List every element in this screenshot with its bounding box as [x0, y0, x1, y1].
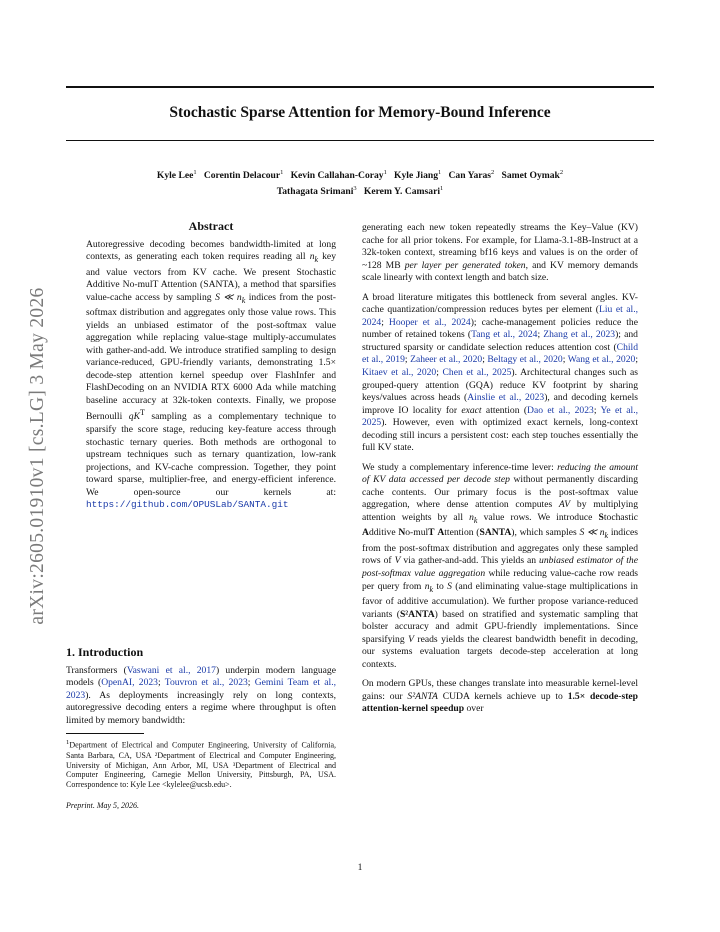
author: Tathagata Srimani$^3$: [276, 185, 357, 198]
author: Kyle Jiang$^1$: [394, 169, 442, 182]
author: Samet Oymak$^2$: [501, 169, 564, 182]
citation-link[interactable]: Gemini Team et al., 2023: [66, 677, 337, 701]
citation-link[interactable]: Ainslie et al., 2023: [467, 392, 545, 404]
citation-link[interactable]: Wang et al., 2020: [567, 354, 636, 366]
paragraph: A broad literature mitigates this bottleneck from several angles. KV-cache quantization/compression reduces bytes per element (Liu et al., 2024; Hooper et al., 2024); cache-management policies reduce the number of retained tokens (Tang et al., 2024; Zhang et al., 2023); and structured sparsity or candidate selection reduces attention cost (Child et al., 2019; Zaheer et al., 2020; Beltagy et al., 2020; Wang et al., 2020; Kitaev et al., 2020; Chen et al., 2025). Architectural changes such as grouped-query attention (GQA) reduce KV footprint by sharing keys/values across heads (Ainslie et al., 2023), and decoding kernels improve IO locality for exact attention (Dao et al., 2023; Ye et al., 2025). However, even with optimized exact kernels, long-context decoding still incurs a persistent cost: each step touches essentially the full KV state.: [362, 291, 639, 454]
citation-link[interactable]: Hooper et al., 2024: [388, 316, 471, 328]
author: Corentin Delacour$^1$: [203, 169, 284, 182]
citation-link[interactable]: Vaswani et al., 2017: [126, 664, 216, 676]
paragraph: On modern GPUs, these changes translate into measurable kernel-level gains: our S²ANTA CUDA kernels achieve up to 1.5× decode-step attention-kernel speedup over: [362, 678, 638, 715]
author: Can Yaras$^2$: [448, 169, 495, 182]
citation-link[interactable]: OpenAI, 2023: [101, 677, 158, 689]
citation-link[interactable]: Zaheer et al., 2020: [410, 354, 483, 366]
citation-link[interactable]: Liu et al., 2024: [362, 304, 638, 328]
citation-link[interactable]: Child et al., 2019: [362, 341, 638, 366]
right-column: [362, 222, 638, 723]
arxiv-identifier-sidebar: arXiv:2605.01910v1 [cs.LG] 3 May 2026: [27, 287, 48, 625]
citation-link[interactable]: Ye et al., 2025: [362, 404, 638, 429]
citation-link[interactable]: Chen et al., 2025: [442, 367, 512, 379]
abstract-heading: Abstract: [188, 219, 234, 233]
introduction-text: Transformers (Vaswani et al., 2017) underpin modern language models (OpenAI, 2023; Touvron et al., 2023; Gemini Team et al., 2023). As deployments increasingly rely on long contexts, autoregressive decoding enters a regime where throughput is often limited by memory bandwidth:: [66, 664, 337, 726]
author: Kerem Y. Camsari$^1$: [363, 185, 444, 198]
citation-link[interactable]: Tang et al., 2024: [471, 329, 538, 341]
page-number: 1: [357, 862, 363, 873]
affiliation-footnote: $^1$Department of Electrical and Computer Engineering, University of California, Santa Barbara, CA, USA ²Department of Electrical and Computer Engineering, University of Michigan, Ann Arbor, MI, USA ³Department of Electrical and Computer Engineering, Carnegie Mellon University, Pittsburgh, PA, USA. Correspondence to: Kyle Lee <kylelee@ucsb.edu>.: [66, 739, 336, 790]
introduction-heading: 1. Introduction: [66, 645, 144, 659]
paragraph: We study a complementary inference-time lever: reducing the amount of KV data accessed per decode step without permanently discarding cache contents. Our primary focus is the post-softmax value aggregation, where dense attention computes AV by multiplying attention weights by all $n_k$ value rows. We introduce Stochastic Additive No-mulT Attention (SANTA), which samples S ≪ $n_k$ indices from the post-softmax distribution and aggregates only these sampled rows of V via gather-and-add. This yields an unbiased estimator of the post-softmax value aggregation while reducing value-cache row reads per query from $n_k$ to S (and eliminating value-stage multiplications in favor of additive accumulation). We further propose variance-reduced variants (S²ANTA) based on stratified and systematic sampling that bolster accuracy and admit GPU-friendly implementations. Since sparsifying V reads yields the clearest bandwidth benefit in decoding, our systems evaluation targets decode-step acceleration at long contexts.: [362, 461, 639, 670]
citation-link[interactable]: Kitaev et al., 2020: [362, 367, 437, 379]
abstract-text: Autoregressive decoding becomes bandwidth-limited at long contexts, as generating each token requires reading all $n_k$ key and value vectors from KV cache. We present Stochastic Additive No-mulT Attention (SANTA), a method that sparsifies value-cache access by sampling S ≪ $n_k$ indices from the post-softmax distribution and aggregates only those value rows. This yields an unbiased estimator of the post-softmax value aggregation while replacing value-stage multiply-accumulates with gather-and-add. We introduce stratified sampling to design variance-reduced, GPU-friendly variants, demonstrating 1.5× decode-step attention kernel speedup over FlashInfer and FlashDecoding on an NVIDIA RTX 6000 Ada while matching baseline accuracy at 32k-token contexts. Finally, we propose Bernoulli $qK^T$ sampling as a complementary technique to sparsify the score stage, reducing key-feature access through stochastic ternary queries. Both methods are orthogonal to upstream techniques such as ternary quantization, low-rank projections, and KV-cache compression. Together, they point toward sparse, multiplier-free, and energy-efficient inference. We open-source our kernels at: https://github.com/OPUSLab/SANTA.git: [86, 238, 337, 511]
author-list: [66, 166, 654, 198]
author: Kevin Callahan-Coray$^1$: [290, 169, 387, 182]
preprint-date: Preprint. May 5, 2026.: [66, 800, 140, 810]
title-bottom-rule: [66, 140, 654, 141]
introduction-section: [66, 646, 336, 812]
author: Kyle Lee$^1$: [156, 169, 197, 182]
citation-link[interactable]: Zhang et al., 2023: [543, 329, 616, 341]
citation-link[interactable]: Beltagy et al., 2020: [487, 354, 563, 366]
citation-link[interactable]: Touvron et al., 2023: [164, 677, 248, 689]
abstract-section: [86, 220, 336, 512]
top-rule: [66, 86, 654, 88]
paper-title: Stochastic Sparse Attention for Memory-Bound Inference: [169, 104, 551, 121]
paragraph: generating each new token repeatedly streams the Key–Value (KV) cache for all prior tokens. For example, for Llama-3.1-8B-Instruct at a 32k-token context, streaming bf16 keys and values is on the order of ~128 MB per layer per generated token, and KV memory demands scale linearly with context length and batch size.: [362, 222, 638, 284]
citation-link[interactable]: Dao et al., 2023: [527, 404, 594, 416]
footnote-divider: [66, 733, 144, 734]
code-repository-link[interactable]: https://github.com/OPUSLab/SANTA.git: [86, 499, 289, 511]
